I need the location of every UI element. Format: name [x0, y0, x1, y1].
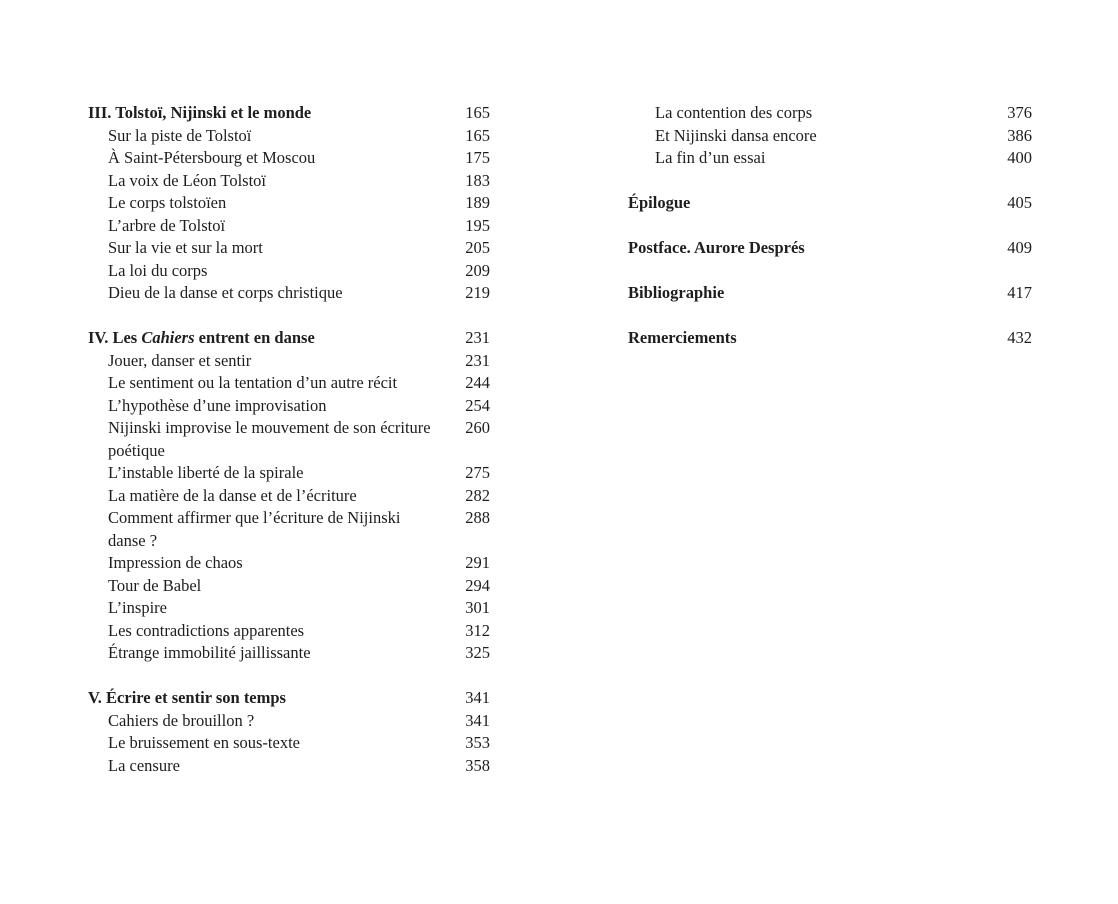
toc-column-right — [628, 102, 1032, 350]
page-number: 275 — [465, 463, 490, 482]
toc-entry-row — [88, 147, 490, 170]
page-number: 409 — [1007, 238, 1032, 257]
toc-entry-text: L’instable liberté de la spirale — [108, 463, 304, 482]
toc-entry-text: Le corps tolstoïen — [108, 193, 227, 212]
page-number: 325 — [465, 643, 490, 662]
toc-entry-label — [88, 395, 453, 418]
toc-entry-row — [88, 215, 490, 238]
page-number: 358 — [465, 755, 490, 775]
toc-heading-label — [88, 327, 453, 350]
toc-entry-text: Jouer, danser et sentir — [108, 350, 252, 370]
page-number: 165 — [465, 125, 490, 145]
toc-entry-row — [88, 260, 490, 283]
toc-entry-label — [88, 170, 453, 193]
toc-section — [628, 237, 1032, 260]
page-number: 244 — [465, 373, 490, 392]
page-number: 386 — [1007, 125, 1032, 145]
toc-entry-text: poétique — [108, 440, 165, 460]
toc-entry-row — [88, 552, 490, 575]
toc-entry-label — [628, 102, 995, 125]
toc-entry-row — [628, 102, 1032, 125]
page-number: 432 — [1007, 328, 1032, 347]
toc-heading-label — [628, 192, 995, 215]
page-number: 260 — [465, 418, 490, 437]
toc-entry-label — [88, 350, 453, 373]
toc-heading-row — [88, 102, 490, 125]
toc-section — [88, 102, 490, 305]
toc-heading-text: entrent en danse — [194, 328, 315, 347]
toc-entry-text: L’inspire — [108, 598, 167, 617]
toc-heading-text: V. Écrire et sentir son temps — [88, 688, 286, 707]
page-number: 301 — [465, 598, 490, 617]
toc-entry-text: Tour de Babel — [108, 575, 202, 595]
toc-heading-text: Remerciements — [628, 328, 737, 347]
toc-heading-text: III. Tolstoï, Nijinski et le monde — [88, 103, 312, 122]
toc-heading-label — [88, 102, 453, 125]
page-number: 205 — [465, 238, 490, 257]
toc-entry-label — [88, 282, 453, 305]
toc-entry-label — [88, 755, 453, 778]
toc-entry-label — [88, 215, 453, 238]
toc-entry-label — [88, 192, 453, 215]
toc-entry-label — [88, 237, 453, 260]
toc-entry-row — [88, 237, 490, 260]
toc-entry-label — [88, 147, 453, 170]
toc-heading-row — [628, 192, 1032, 215]
toc-entry-text: La loi du corps — [108, 260, 208, 280]
toc-entry-text: danse ? — [108, 530, 158, 550]
toc-heading-text: Épilogue — [628, 193, 691, 212]
toc-heading-text: Bibliographie — [628, 283, 725, 302]
toc-entry-text: La censure — [108, 755, 180, 775]
toc-entry-row — [88, 507, 490, 552]
toc-entry-text: L’arbre de Tolstoï — [108, 215, 226, 235]
page-number: 291 — [465, 553, 490, 572]
toc-entry-row — [88, 642, 490, 665]
toc-entry-row — [88, 282, 490, 305]
page-number: 165 — [465, 103, 490, 122]
toc-entry-label — [88, 597, 453, 620]
page-number: 312 — [465, 620, 490, 640]
page-number: 282 — [465, 485, 490, 505]
toc-entry-row — [88, 732, 490, 755]
toc-entry-text: Et Nijinski dansa encore — [655, 125, 817, 145]
toc-entry-label — [88, 462, 453, 485]
page-number: 195 — [465, 215, 490, 235]
toc-heading-text: Postface. Aurore Després — [628, 238, 805, 257]
toc-entry-label — [88, 125, 453, 148]
toc-entry-row — [88, 350, 490, 373]
page-number: 294 — [465, 575, 490, 595]
toc-entry-text: À Saint-Pétersbourg et Moscou — [108, 148, 316, 167]
toc-heading-label — [628, 237, 995, 260]
toc-entry-text: Dieu de la danse et corps christique — [108, 283, 343, 302]
toc-entry-label — [88, 710, 453, 733]
toc-heading-row — [628, 237, 1032, 260]
toc-entry-text: Le bruissement en sous-texte — [108, 733, 300, 752]
toc-entry-label — [88, 642, 453, 665]
toc-entry-text: Étrange immobilité jaillissante — [108, 643, 311, 662]
page-number: 231 — [465, 328, 490, 347]
toc-heading-text: Cahiers — [141, 328, 195, 347]
toc-section — [628, 192, 1032, 215]
toc-section — [628, 327, 1032, 350]
toc-heading-row — [88, 687, 490, 710]
toc-entry-row — [88, 170, 490, 193]
toc-heading-label — [628, 282, 995, 305]
toc-entry-label — [88, 732, 453, 755]
toc-entry-row — [88, 125, 490, 148]
toc-entry-label — [88, 372, 453, 395]
page-number: 405 — [1007, 193, 1032, 212]
toc-entry-label — [88, 575, 453, 598]
toc-entry-row — [88, 620, 490, 643]
toc-entry-label — [628, 147, 995, 170]
page-number: 400 — [1007, 148, 1032, 167]
toc-section — [88, 687, 490, 777]
toc-section — [628, 102, 1032, 170]
toc-entry-row — [88, 417, 490, 462]
toc-entry-text: Le sentiment ou la tentation d’un autre récit — [108, 373, 398, 392]
toc-entry-row — [88, 462, 490, 485]
toc-column-left — [88, 102, 490, 777]
page-number: 183 — [465, 170, 490, 190]
toc-entry-row — [88, 575, 490, 598]
toc-entry-text: Nijinski improvise le mouvement de son écriture — [108, 418, 431, 437]
toc-entry-text: Sur la piste de Tolstoï — [108, 125, 252, 145]
page-number: 219 — [465, 283, 490, 302]
toc-heading-row — [88, 327, 490, 350]
toc-entry-text: La voix de Léon Tolstoï — [108, 170, 267, 190]
page-number: 209 — [465, 260, 490, 280]
toc-entry-text: Impression de chaos — [108, 553, 243, 572]
page-number: 288 — [465, 508, 490, 527]
toc-entry-row — [628, 147, 1032, 170]
toc-entry-row — [88, 597, 490, 620]
toc-entry-text: La contention des corps — [655, 103, 813, 122]
toc-entry-text: L’hypothèse d’une improvisation — [108, 395, 327, 415]
toc-entry-text: Sur la vie et sur la mort — [108, 238, 263, 257]
toc-entry-text: Comment affirmer que l’écriture de Nijinski — [108, 508, 401, 527]
toc-entry-row — [88, 395, 490, 418]
toc-heading-row — [628, 282, 1032, 305]
toc-entry-label — [88, 620, 453, 643]
page-number: 175 — [465, 148, 490, 167]
toc-entry-row — [88, 755, 490, 778]
toc-entry-label — [628, 125, 995, 148]
toc-entry-row — [88, 192, 490, 215]
toc-section — [88, 327, 490, 665]
toc-columns — [88, 102, 1032, 777]
toc-entry-label — [88, 485, 453, 508]
toc-section — [628, 282, 1032, 305]
page-number: 341 — [465, 688, 490, 707]
toc-entry-text: La fin d’un essai — [655, 148, 766, 167]
toc-entry-row — [88, 372, 490, 395]
toc-entry-row — [88, 485, 490, 508]
toc-entry-row — [88, 710, 490, 733]
toc-heading-text: IV. Les — [88, 328, 142, 347]
toc-entry-row — [628, 125, 1032, 148]
toc-entry-label — [88, 507, 453, 552]
toc-entry-text: Cahiers de brouillon ? — [108, 710, 255, 730]
page-number: 353 — [465, 733, 490, 752]
page-number: 341 — [465, 710, 490, 730]
page-number: 254 — [465, 395, 490, 415]
toc-heading-row — [628, 327, 1032, 350]
page-number: 231 — [465, 350, 490, 370]
toc-entry-label — [88, 260, 453, 283]
toc-entry-text: La matière de la danse et de l’écriture — [108, 485, 357, 505]
toc-entry-label — [88, 552, 453, 575]
page-number: 376 — [1007, 103, 1032, 122]
toc-heading-label — [628, 327, 995, 350]
page-number: 417 — [1007, 283, 1032, 302]
toc-entry-label — [88, 417, 453, 462]
toc-heading-label — [88, 687, 453, 710]
page-number: 189 — [465, 193, 490, 212]
toc-entry-text: Les contradictions apparentes — [108, 620, 305, 640]
